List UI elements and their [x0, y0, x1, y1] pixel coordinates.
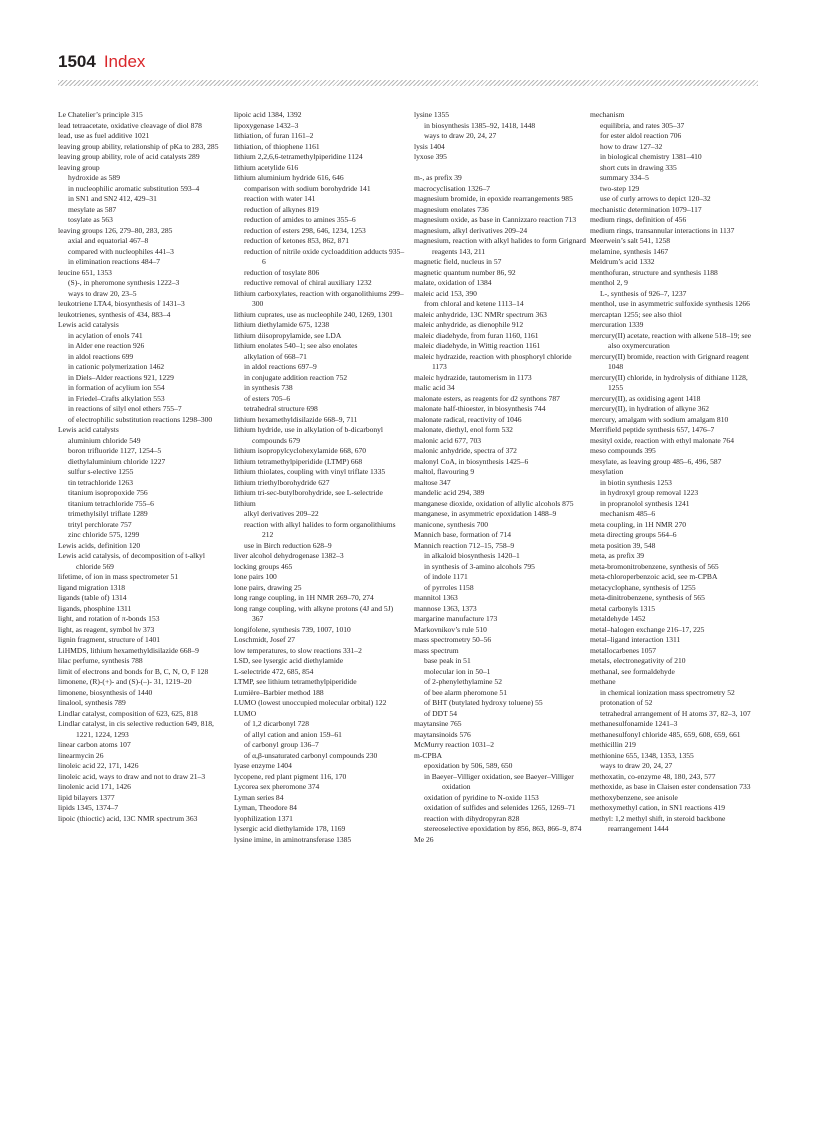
index-entry: methanesulfonamide 1241–3 [590, 719, 678, 728]
index-entry: lithium aluminium hydride 616, 646 [234, 173, 344, 182]
index-entry: malonate half-thioester, in biosynthesis 744 [414, 404, 546, 413]
index-entry: leaving groups 126, 279–80, 283, 285 [58, 225, 173, 235]
index-subentry: how to draw 127–32 [600, 141, 663, 151]
index-entry: leaving group ability, role of acid catalysts 289 [58, 152, 200, 161]
index-entry: lithium thiolates, coupling with vinyl triflate 1335 [234, 467, 386, 476]
index-column-4 [590, 110, 762, 835]
index-subentry: in formation of acylium ion 554 [68, 383, 165, 392]
index-entry: L-selectride 472, 685, 854 [234, 666, 314, 676]
index-subentry: compared with nucleophiles 441–3 [68, 246, 174, 256]
index-entry: leaving group [58, 162, 100, 172]
index-entry: ligands (table of) 1314 [58, 593, 127, 602]
index-subentry: (S)-, in pheromone synthesis 1222–3 [68, 278, 180, 287]
index-entry: lilac perfume, synthesis 788 [58, 656, 143, 665]
index-entry: maleic hydrazide, reaction with phosphoryl chloride 1173 [414, 351, 572, 371]
index-entry: linear carbon atoms 107 [58, 740, 131, 749]
index-entry: lysis 1404 [414, 141, 445, 151]
index-entry: leukotriene LTA4, biosynthesis of 1431–3 [58, 299, 185, 308]
index-subentry: L-, synthesis of 926–7, 1237 [600, 288, 687, 298]
index-entry: malonic anhydride, spectra of 372 [414, 446, 517, 455]
index-subentry: in aldol reactions 697–9 [244, 362, 317, 371]
index-entry: malonate radical, reactivity of 1046 [414, 414, 522, 424]
index-entry: malonic acid 677, 703 [414, 435, 482, 445]
index-entry: metals, electronegativity of 210 [590, 656, 686, 665]
index-subentry: reduction of nitrile oxide cycloaddition adducts 935–6 [244, 246, 405, 266]
index-entry: mercury(II), in hydration of alkyne 362 [590, 404, 710, 413]
index-entry: long range coupling, in 1H NMR 269–70, 274 [234, 593, 374, 602]
index-entry: metaldehyde 1452 [590, 614, 646, 623]
index-entry: maleic diadehyde, from furan 1160, 1161 [414, 330, 539, 340]
index-entry: methane [590, 677, 616, 686]
index-subentry: of BHT (butylated hydroxy toluene) 55 [424, 698, 543, 707]
index-entry: meta-bromonitrobenzene, synthesis of 565 [590, 561, 719, 571]
index-entry: lyophilization 1371 [234, 813, 293, 823]
index-entry: meta, as prefix 39 [590, 551, 645, 560]
index-entry: mercury(II) chloride, in hydrolysis of dithiane 1128, 1255 [590, 372, 748, 392]
index-entry: lithium diethylamide 675, 1238 [234, 320, 330, 329]
index-entry: locking groups 465 [234, 561, 293, 571]
index-entry: lithium tri-sec-butylborohydride, see L-selectride [234, 488, 383, 497]
index-entry: McMurry reaction 1031–2 [414, 740, 495, 749]
index-entry: linearmycin 26 [58, 750, 104, 760]
index-entry: Lindlar catalyst, in cis selective reduction 649, 818, 1221, 1224, 1293 [58, 719, 214, 739]
index-entry: macrocyclisation 1326–7 [414, 183, 491, 193]
index-entry: magnetic quantum number 86, 92 [414, 267, 516, 277]
index-entry: lithium isopropylcyclohexylamide 668, 670 [234, 446, 367, 455]
index-entry: Mannich base, formation of 714 [414, 530, 512, 539]
index-entry: Lewis acids, definition 120 [58, 540, 141, 550]
index-entry: limonene, (R)-(+)- and (S)-(–)- 31, 1219–20 [58, 677, 192, 686]
index-entry: meta-chloroperbenzoic acid, see m-CPBA [590, 572, 718, 581]
index-subentry: tetrahedral structure 698 [244, 404, 318, 413]
index-entry: mercaptan 1255; see also thiol [590, 309, 682, 319]
index-entry: Lewis acid catalysts [58, 425, 119, 434]
index-subentry: epoxidation by 506, 589, 650 [424, 761, 513, 770]
index-subentry: molecular ion in 50–1 [424, 666, 491, 676]
index-subentry: use of curly arrows to depict 120–32 [600, 194, 711, 203]
index-subentry: oxidation of pyridine to N-oxide 1153 [424, 792, 539, 802]
index-entry: Lewis acid catalysis [58, 320, 119, 329]
index-subentry: trityl perchlorate 757 [68, 519, 132, 529]
index-entry: LUMO (lowest unoccupied molecular orbital) 122 [234, 698, 387, 707]
index-entry: Me 26 [414, 834, 434, 844]
index-subentry: in Baeyer–Villiger oxidation, see Baeyer–Villiger oxidation [424, 771, 574, 791]
index-entry: light, and rotation of π-bonds 153 [58, 614, 160, 623]
index-entry: lone pairs, drawing 25 [234, 582, 302, 592]
index-entry: meso compounds 395 [590, 446, 656, 455]
index-subentry: in reactions of silyl enol ethers 755–7 [68, 404, 182, 413]
index-entry: lipoic (thioctic) acid, 13C NMR spectrum 363 [58, 813, 198, 823]
index-subentry: ways to draw 20, 24, 27 [424, 131, 497, 140]
index-entry: m-CPBA [414, 750, 443, 760]
index-entry: lithium diisopropylamide, see LDA [234, 330, 342, 340]
index-entry: margarine manufacture 173 [414, 614, 498, 623]
index-subentry: sulfur s-elective 1255 [68, 467, 134, 476]
index-entry: metacyclophane, synthesis of 1255 [590, 582, 696, 592]
index-subentry: hydroxide as 589 [68, 173, 120, 182]
index-subentry: in Diels–Alder reactions 921, 1229 [68, 372, 174, 382]
index-subentry: of bee alarm pheromone 51 [424, 687, 507, 697]
index-entry: Merrifield peptide synthesis 657, 1476–7 [590, 425, 715, 434]
index-entry: linalool, synthesis 789 [58, 698, 126, 707]
index-entry: Markovnikov’s rule 510 [414, 624, 487, 634]
index-entry: lithium cuprates, use as nucleophile 240, 1269, 1301 [234, 309, 393, 319]
index-entry: lycopene, red plant pigment 116, 170 [234, 771, 347, 781]
index-entry: lithium [234, 498, 256, 508]
index-subentry: in alkaloid biosynthesis 1420–1 [424, 551, 520, 560]
index-subentry: short cuts in drawing 335 [600, 162, 677, 172]
index-subentry: in synthesis 738 [244, 383, 293, 392]
index-entry: lithium 2,2,6,6-tetramethylpiperidine 1124 [234, 152, 363, 161]
index-subentry: reaction with water 141 [244, 194, 316, 203]
index-entry: ligands, phosphine 1311 [58, 603, 132, 613]
index-entry: medium rings, transannular interactions in 1137 [590, 225, 735, 235]
index-entry: medium rings, definition of 456 [590, 215, 687, 224]
index-subentry: of allyl cation and anion 159–61 [244, 729, 342, 739]
index-entry: lone pairs 100 [234, 572, 277, 581]
index-subentry: in Alder ene reaction 926 [68, 341, 145, 350]
index-entry: malate, oxidation of 1384 [414, 278, 492, 287]
index-entry: mercury(II), as oxidising agent 1418 [590, 393, 701, 403]
index-entry: leucine 651, 1353 [58, 267, 112, 277]
index-entry: metal carbonyls 1315 [590, 603, 655, 613]
index-entry: methionine 655, 1348, 1353, 1355 [590, 750, 694, 760]
index-subentry: of carbonyl group 136–7 [244, 740, 319, 749]
index-subentry: in nucleophilic aromatic substitution 593–4 [68, 183, 200, 193]
index-subentry: tetrahedral arrangement of H atoms 37, 82–3, 107 [600, 708, 751, 718]
index-entry: lithiation, of thiophene 1161 [234, 141, 320, 151]
index-entry: mannose 1363, 1373 [414, 603, 477, 613]
index-entry: manganese, in asymmetric epoxidation 1488–9 [414, 509, 557, 518]
index-subentry: in aldol reactions 699 [68, 351, 134, 361]
index-subentry: boron trifluoride 1127, 1254–5 [68, 446, 162, 455]
index-entry: Lindlar catalyst, composition of 623, 625, 818 [58, 708, 198, 718]
index-entry: menthol, use in asymmetric sulfoxide synthesis 1266 [590, 299, 750, 308]
index-subentry: titanium tetrachloride 755–6 [68, 498, 154, 508]
index-subentry: ways to draw 20, 23–5 [68, 288, 137, 298]
index-subentry: trimethylsilyl triflate 1289 [68, 509, 148, 518]
index-subentry: reduction of ketones 853, 862, 871 [244, 236, 350, 245]
index-entry: malonate esters, as reagents for d2 synthons 787 [414, 393, 560, 403]
page-header [58, 52, 145, 76]
page-title: Index [103, 52, 146, 71]
index-subentry: reaction with alkyl halides to form organolithiums 212 [244, 519, 396, 539]
index-subentry: reductive removal of chiral auxiliary 1232 [244, 278, 372, 287]
index-entry: lifetime, of ion in mass spectrometer 51 [58, 572, 179, 581]
index-entry: magnesium, reaction with alkyl halides to form Grignard reagents 143, 211 [414, 236, 586, 256]
index-entry: Lyman, Theodore 84 [234, 803, 297, 812]
index-entry: lignin fragment, structure of 1401 [58, 635, 161, 644]
index-subentry: reaction with dihydropyran 828 [424, 813, 520, 823]
index-entry: m-, as prefix 39 [414, 173, 462, 182]
index-subentry: of pyrroles 1158 [424, 582, 474, 592]
index-subentry: in SN1 and SN2 412, 429–31 [68, 194, 157, 203]
index-entry: magnesium enolates 736 [414, 204, 489, 214]
index-entry: lysine imine, in aminotransferase 1385 [234, 834, 352, 844]
index-subentry: of 1,2 dicarbonyl 728 [244, 719, 309, 728]
index-subentry: of indole 1171 [424, 572, 468, 581]
index-subentry: in acylation of enols 741 [68, 330, 143, 340]
index-entry: magnesium bromide, in epoxide rearrangements 985 [414, 194, 573, 203]
index-entry: mass spectrum [414, 645, 459, 655]
index-entry: maleic anhydride, as dienophile 912 [414, 320, 524, 329]
index-subentry: mechanism 485–6 [600, 509, 656, 518]
index-subentry: in Friedel–Crafts alkylation 553 [68, 393, 165, 403]
index-subentry: equilibria, and rates 305–37 [600, 120, 685, 130]
index-subentry: ways to draw 20, 24, 27 [600, 761, 673, 770]
index-entry: mechanism [590, 110, 625, 119]
index-entry: Meerwein’s salt 541, 1258 [590, 236, 671, 245]
index-subentry: reduction of esters 298, 646, 1234, 1253 [244, 225, 366, 235]
index-entry: mass spectrometry 50–56 [414, 635, 492, 644]
index-entry: manganese dioxide, oxidation of allylic alcohols 875 [414, 498, 574, 508]
index-entry: lipoic acid 1384, 1392 [234, 110, 302, 119]
index-entry: lithium acetylide 616 [234, 162, 299, 172]
index-subentry: reduction of tosylate 806 [244, 267, 320, 277]
index-entry: methanesulfonyl chloride 485, 659, 608, 659, 661 [590, 729, 741, 739]
index-subentry: mesylate as 587 [68, 204, 117, 214]
index-entry: Lycorea sex pheromone 374 [234, 782, 320, 791]
index-subentry: alkylation of 668–71 [244, 351, 307, 361]
page-number: 1504 [58, 52, 96, 71]
index-entry: malonyl CoA, in biosynthesis 1425–6 [414, 456, 529, 466]
index-entry: magnesium oxide, as base in Cannizzaro reaction 713 [414, 215, 577, 224]
index-subentry: in biotin synthesis 1253 [600, 477, 672, 487]
index-subentry: reduction of amides to amines 355–6 [244, 215, 356, 224]
index-entry: leukotrienes, synthesis of 434, 883–4 [58, 309, 171, 319]
index-subentry: of 2-phenylethylamine 52 [424, 677, 502, 686]
index-subentry: tosylate as 563 [68, 215, 113, 224]
index-subentry: protonation of 52 [600, 698, 653, 707]
index-entry: lysergic acid diethylamide 178, 1169 [234, 824, 346, 833]
index-entry: mercuration 1339 [590, 320, 644, 329]
index-subentry: use in Birch reduction 628–9 [244, 540, 332, 550]
index-entry: mercury, amalgam with sodium amalgam 810 [590, 414, 729, 424]
index-subentry: of electrophilic substitution reactions 1298–300 [68, 414, 213, 424]
index-entry: LUMO [234, 708, 257, 718]
index-column-3 [414, 110, 586, 845]
index-column-1 [58, 110, 230, 824]
index-subentry: diethylaluminium chloride 1227 [68, 456, 166, 466]
index-entry: Lyman series 84 [234, 792, 284, 802]
index-entry: mesylate, as leaving group 485–6, 496, 587 [590, 456, 722, 466]
index-entry: lead tetraacetate, oxidative cleavage of diol 878 [58, 120, 202, 130]
index-subentry: in synthesis of 3-amino alcohols 795 [424, 561, 535, 571]
index-entry: ligand migration 1318 [58, 582, 126, 592]
index-entry: lithium carboxylates, reaction with organolithiums 299–300 [234, 288, 404, 308]
index-entry: LSD, see lysergic acid diethylamide [234, 656, 344, 665]
index-subentry: oxidation of sulfides and selenides 1265, 1269–71 [424, 803, 576, 812]
index-subentry: in elimination reactions 484–7 [68, 257, 161, 266]
index-entry: limonene, biosynthesis of 1440 [58, 687, 153, 697]
index-entry: Lumière–Barbier method 188 [234, 687, 324, 697]
index-entry: mechanistic determination 1079–117 [590, 204, 702, 214]
index-subentry: comparison with sodium borohydride 141 [244, 183, 371, 193]
index-entry: methoxymethyl cation, in SN1 reactions 419 [590, 803, 725, 812]
index-entry: methoxide, as base in Claisen ester condensation 733 [590, 782, 751, 791]
index-entry: meta-dinitrobenzene, synthesis of 565 [590, 593, 705, 602]
index-subentry: in chemical ionization mass spectrometry 52 [600, 687, 735, 697]
index-subentry: from chloral and ketene 1113–14 [424, 299, 524, 308]
index-entry: maleic diadehyde, in Wittig reaction 1161 [414, 341, 541, 350]
index-entry: lipids 1345, 1374–7 [58, 803, 119, 812]
index-entry: magnesium, alkyl derivatives 209–24 [414, 225, 528, 235]
index-entry: lipoxygenase 1432–3 [234, 120, 299, 130]
index-entry: lithiation, of furan 1161–2 [234, 131, 314, 140]
header-rule [58, 80, 758, 86]
index-entry: linoleic acid, ways to draw and not to draw 21–3 [58, 771, 206, 781]
index-subentry: tin tetrachloride 1263 [68, 477, 133, 487]
index-subentry: zinc chloride 575, 1299 [68, 530, 140, 539]
index-entry: lysine 1355 [414, 110, 450, 119]
index-subentry: of esters 705–6 [244, 393, 291, 403]
index-entry: limit of electrons and bonds for B, C, N, O, F 128 [58, 666, 209, 676]
index-entry: light, as reagent, symbol hν 373 [58, 624, 155, 634]
index-entry: maytansinoids 576 [414, 729, 471, 739]
index-entry: metal–ligand interaction 1311 [590, 635, 681, 644]
index-subentry: stereoselective epoxidation by 856, 863, 866–9, 874 [424, 824, 582, 833]
index-subentry: axial and equatorial 467–8 [68, 236, 149, 245]
index-subentry: in biosynthesis 1385–92, 1418, 1448 [424, 120, 536, 130]
index-entry: malonate, diethyl, enol form 532 [414, 425, 513, 434]
index-entry: mercury(II) bromide, reaction with Grignard reagent 1048 [590, 351, 749, 371]
index-entry: methicillin 219 [590, 740, 636, 749]
index-subentry: of DDT 54 [424, 708, 457, 718]
index-entry: Lewis acid catalysis, of decomposition of t-alkyl chloride 569 [58, 551, 205, 571]
index-entry: mannitol 1363 [414, 593, 458, 602]
index-entry: lithium tetramethylpiperidide (LTMP) 668 [234, 456, 363, 466]
index-entry: longifolene, synthesis 739, 1007, 1010 [234, 624, 351, 634]
index-entry: lipid bilayers 1377 [58, 792, 115, 802]
index-subentry: of α,β-unsaturated carbonyl compounds 230 [244, 750, 378, 760]
index-entry: magnetic field, nucleus in 57 [414, 257, 502, 266]
index-entry: LiHMDS, lithium hexamethyldisilazide 668–9 [58, 645, 199, 655]
index-entry: lithium hexamethyldisilazide 668–9, 711 [234, 414, 358, 424]
index-entry: lithium enolates 540–1; see also enolates [234, 341, 358, 350]
index-entry: methyl: 1,2 methyl shift, in steroid backbone rearrangement 1444 [590, 813, 726, 833]
index-entry: menthofuran, structure and synthesis 1188 [590, 267, 718, 277]
index-subentry: base peak in 51 [424, 656, 471, 665]
index-subentry: for ester aldol reaction 706 [600, 131, 682, 140]
index-entry: low temperatures, to slow reactions 331–2 [234, 645, 362, 655]
index-subentry: in conjugate addition reaction 752 [244, 372, 348, 382]
index-entry: lithium hydride, use in alkylation of b-dicarbonyl compounds 679 [234, 425, 384, 445]
index-entry: linoleic acid 22, 171, 1426 [58, 761, 139, 770]
index-entry: metallocarbenes 1057 [590, 645, 657, 655]
index-entry: melamine, synthesis 1467 [590, 246, 669, 256]
index-entry: mercury(II) acetate, reaction with alkene 518–19; see also oxymercuration [590, 330, 752, 350]
index-subentry: in propranolol synthesis 1241 [600, 498, 690, 508]
index-subentry: summary 334–5 [600, 173, 649, 182]
index-entry: maltose 347 [414, 477, 451, 487]
index-entry: lithium triethylborohydride 627 [234, 477, 330, 487]
index-entry: LTMP, see lithium tetramethylpiperidide [234, 677, 357, 686]
index-entry: methoxatin, co-enzyme 48, 180, 243, 577 [590, 771, 716, 781]
index-entry: linolenic acid 171, 1426 [58, 782, 131, 791]
section-gap [414, 163, 586, 174]
index-entry: metal–halogen exchange 216–17, 225 [590, 624, 705, 634]
index-entry: liver alcohol dehydrogenase 1382–3 [234, 551, 344, 560]
index-subentry: in hydroxyl group removal 1223 [600, 488, 699, 497]
index-entry: long range coupling, with alkyne protons (4J and 5J) 367 [234, 603, 394, 623]
index-entry: leaving group ability, relationship of pKa to 283, 285 [58, 141, 219, 151]
index-entry: meta directing groups 564–6 [590, 530, 677, 539]
index-subentry: in biological chemistry 1381–410 [600, 152, 702, 161]
index-column-2 [234, 110, 406, 845]
index-subentry: alkyl derivatives 209–22 [244, 509, 319, 518]
index-entry: Meldrum’s acid 1332 [590, 257, 655, 266]
index-entry: manicone, synthesis 700 [414, 519, 488, 529]
index-subentry: two-step 129 [600, 183, 640, 193]
index-entry: methoxybenzene, see anisole [590, 792, 678, 802]
index-entry: mesityl oxide, reaction with ethyl malonate 764 [590, 435, 734, 445]
index-entry: mandelic acid 294, 389 [414, 488, 485, 497]
index-subentry: reduction of alkynes 819 [244, 204, 319, 214]
index-entry: malic acid 34 [414, 383, 455, 392]
index-entry: mesylation [590, 467, 624, 476]
index-subentry: titanium isopropoxide 756 [68, 488, 148, 497]
index-entry: meta coupling, in 1H NMR 270 [590, 519, 687, 529]
index-entry: maltol, flavouring 9 [414, 467, 475, 476]
index-entry: meta position 39, 548 [590, 540, 656, 550]
index-entry: lead, use as fuel additive 1021 [58, 131, 150, 140]
index-entry: Mannich reaction 712–15, 758–9 [414, 540, 515, 550]
index-entry: maleic acid 153, 390 [414, 288, 477, 298]
index-subentry: aluminium chloride 549 [68, 435, 141, 445]
index-entry: menthol 2, 9 [590, 278, 628, 287]
index-entry: lyase enzyme 1404 [234, 761, 292, 770]
index-entry: lyxose 395 [414, 152, 447, 161]
index-entry: Le Chatelier’s principle 315 [58, 110, 143, 119]
index-entry: maytansine 765 [414, 719, 462, 728]
index-entry: maleic anhydride, 13C NMRr spectrum 363 [414, 309, 547, 319]
index-entry: methanal, see formaldehyde [590, 666, 675, 676]
index-subentry: in cationic polymerization 1462 [68, 362, 165, 371]
index-entry: Loschmidt, Josef 27 [234, 635, 295, 644]
index-entry: maleic hydrazide, tautomerism in 1173 [414, 372, 532, 382]
